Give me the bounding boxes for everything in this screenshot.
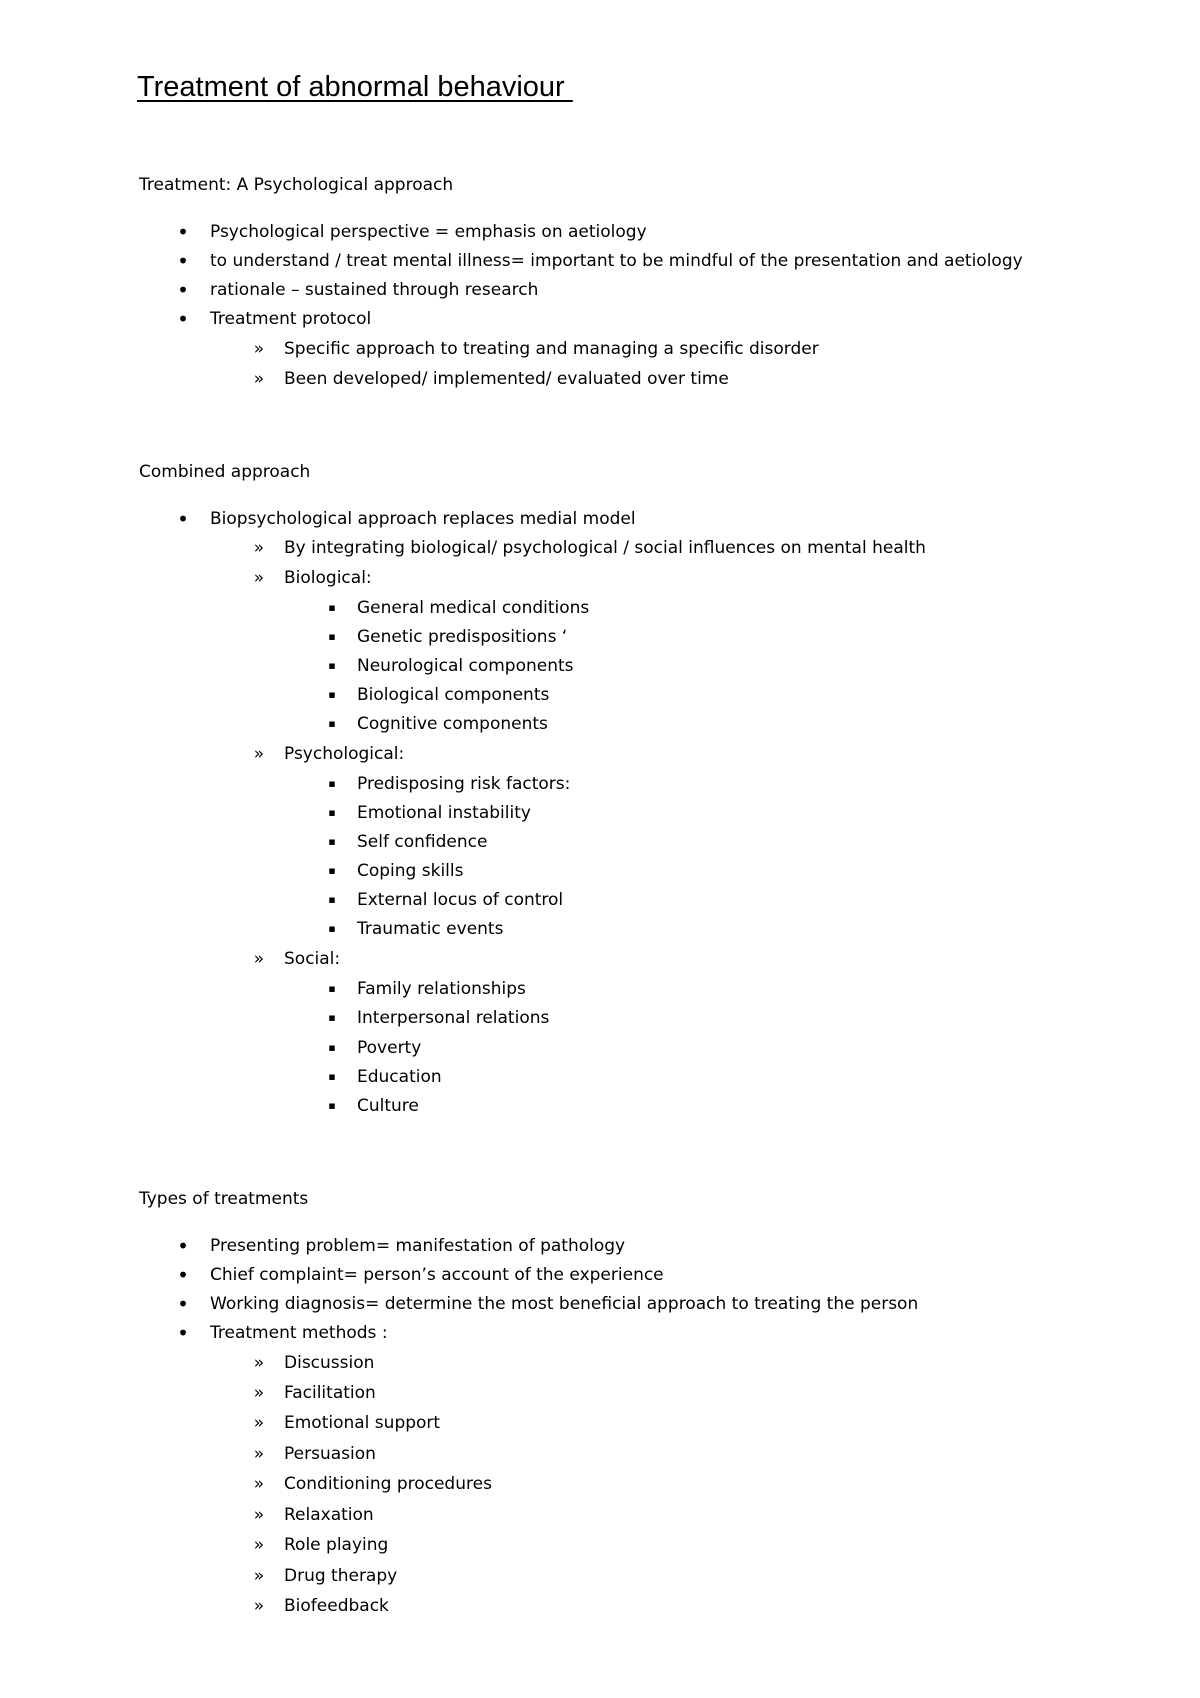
list-item — [328, 712, 548, 736]
list-item-text: Been developed/ implemented/ evaluated over time — [284, 369, 729, 389]
list-item — [177, 1263, 664, 1287]
list-item-text: Treatment protocol — [210, 309, 372, 329]
list-item — [177, 220, 647, 244]
list-item — [328, 1065, 442, 1089]
list-item — [253, 742, 405, 766]
list-item — [328, 1036, 422, 1060]
list-item-text: Interpersonal relations — [357, 1008, 550, 1028]
list-item-text: Social: — [284, 949, 341, 969]
list-item — [253, 1594, 389, 1618]
list-item-text: Biopsychological approach replaces medial model — [210, 509, 636, 529]
square-bullet-icon: ▪ — [328, 893, 336, 906]
double-chevron-icon: » — [253, 1474, 265, 1494]
double-chevron-icon: » — [253, 949, 265, 969]
list-item-text: Biological components — [357, 685, 550, 705]
square-bullet-icon: ▪ — [328, 777, 336, 790]
list-item — [177, 249, 1023, 273]
list-item — [253, 1442, 376, 1466]
square-bullet-icon: ▪ — [328, 1041, 336, 1054]
square-bullet-icon: ▪ — [328, 806, 336, 819]
square-bullet-icon: ▪ — [328, 982, 336, 995]
list-item — [253, 337, 819, 361]
double-chevron-icon: » — [253, 1596, 265, 1616]
list-item-text: Drug therapy — [284, 1566, 398, 1586]
list-item-text: Emotional support — [284, 1413, 441, 1433]
list-item — [328, 801, 531, 825]
bullet-dot-icon: • — [177, 507, 189, 531]
list-item — [253, 536, 926, 560]
list-item-text: Family relationships — [357, 979, 526, 999]
list-item-text: Traumatic events — [357, 919, 504, 939]
list-item — [177, 307, 372, 331]
double-chevron-icon: » — [253, 538, 265, 558]
list-item-text: Role playing — [284, 1535, 389, 1555]
square-bullet-icon: ▪ — [328, 1011, 336, 1024]
list-item — [328, 772, 571, 796]
list-item-text: External locus of control — [357, 890, 564, 910]
list-item — [328, 977, 526, 1001]
list-item-text: Presenting problem= manifestation of pathology — [210, 1236, 626, 1256]
list-item — [253, 1472, 492, 1496]
list-item-text: Chief complaint= person’s account of the experience — [210, 1265, 664, 1285]
square-bullet-icon: ▪ — [328, 630, 336, 643]
square-bullet-icon: ▪ — [328, 835, 336, 848]
list-item-text: Relaxation — [284, 1505, 374, 1525]
list-item — [253, 1533, 389, 1557]
list-item — [328, 830, 488, 854]
list-item-text: Genetic predispositions ‘ — [357, 627, 568, 647]
square-bullet-icon: ▪ — [328, 688, 336, 701]
list-item — [177, 507, 636, 531]
double-chevron-icon: » — [253, 1535, 265, 1555]
bullet-dot-icon: • — [177, 1321, 189, 1345]
list-item — [253, 1564, 398, 1588]
list-item-text: Biofeedback — [284, 1596, 389, 1616]
list-item-text: Neurological components — [357, 656, 574, 676]
list-item — [253, 1411, 441, 1435]
list-item — [253, 1381, 376, 1405]
bullet-dot-icon: • — [177, 220, 189, 244]
list-item-text: By integrating biological/ psychological / social influences on mental health — [284, 538, 926, 558]
list-item — [253, 1351, 375, 1375]
section-heading: Types of treatments — [139, 1189, 309, 1209]
list-item — [177, 1234, 626, 1258]
list-item-text: Persuasion — [284, 1444, 376, 1464]
list-item — [328, 859, 464, 883]
list-item — [177, 1321, 388, 1345]
list-item — [253, 367, 729, 391]
list-item-text: Psychological: — [284, 744, 405, 764]
list-item-text: Predisposing risk factors: — [357, 774, 571, 794]
list-item-text: Discussion — [284, 1353, 375, 1373]
list-item — [328, 625, 568, 649]
list-item-text: Emotional instability — [357, 803, 531, 823]
square-bullet-icon: ▪ — [328, 1070, 336, 1083]
double-chevron-icon: » — [253, 1566, 265, 1586]
double-chevron-icon: » — [253, 1353, 265, 1373]
list-item-text: Facilitation — [284, 1383, 376, 1403]
list-item — [328, 1094, 419, 1118]
bullet-dot-icon: • — [177, 249, 189, 273]
list-item-text: Poverty — [357, 1038, 422, 1058]
double-chevron-icon: » — [253, 1413, 265, 1433]
list-item-text: Specific approach to treating and managing a specific disorder — [284, 339, 819, 359]
list-item-text: Self confidence — [357, 832, 488, 852]
section-heading: Treatment: A Psychological approach — [139, 175, 454, 195]
double-chevron-icon: » — [253, 339, 265, 359]
bullet-dot-icon: • — [177, 307, 189, 331]
bullet-dot-icon: • — [177, 1234, 189, 1258]
bullet-dot-icon: • — [177, 278, 189, 302]
bullet-dot-icon: • — [177, 1292, 189, 1316]
section-heading: Combined approach — [139, 462, 311, 482]
list-item — [328, 596, 590, 620]
list-item — [328, 683, 550, 707]
list-item — [328, 654, 574, 678]
square-bullet-icon: ▪ — [328, 1099, 336, 1112]
square-bullet-icon: ▪ — [328, 659, 336, 672]
list-item — [253, 947, 341, 971]
list-item-text: Conditioning procedures — [284, 1474, 492, 1494]
double-chevron-icon: » — [253, 1505, 265, 1525]
double-chevron-icon: » — [253, 568, 265, 588]
double-chevron-icon: » — [253, 744, 265, 764]
list-item-text: Cognitive components — [357, 714, 548, 734]
document-title: Treatment of abnormal behaviour — [137, 71, 573, 103]
square-bullet-icon: ▪ — [328, 864, 336, 877]
list-item-text: Working diagnosis= determine the most beneficial approach to treating the person — [210, 1294, 919, 1314]
list-item-text: to understand / treat mental illness= important to be mindful of the presentation and aetiology — [210, 251, 1023, 271]
double-chevron-icon: » — [253, 1383, 265, 1403]
square-bullet-icon: ▪ — [328, 717, 336, 730]
list-item — [328, 1006, 550, 1030]
list-item-text: Culture — [357, 1096, 419, 1116]
list-item-text: General medical conditions — [357, 598, 590, 618]
list-item — [253, 566, 372, 590]
list-item-text: Coping skills — [357, 861, 464, 881]
square-bullet-icon: ▪ — [328, 601, 336, 614]
list-item — [177, 1292, 919, 1316]
list-item-text: Treatment methods : — [210, 1323, 388, 1343]
double-chevron-icon: » — [253, 1444, 265, 1464]
list-item-text: rationale – sustained through research — [210, 280, 539, 300]
list-item-text: Biological: — [284, 568, 372, 588]
bullet-dot-icon: • — [177, 1263, 189, 1287]
list-item — [253, 1503, 374, 1527]
list-item — [177, 278, 539, 302]
list-item-text: Psychological perspective = emphasis on aetiology — [210, 222, 647, 242]
list-item — [328, 917, 504, 941]
list-item-text: Education — [357, 1067, 442, 1087]
square-bullet-icon: ▪ — [328, 922, 336, 935]
double-chevron-icon: » — [253, 369, 265, 389]
list-item — [328, 888, 564, 912]
